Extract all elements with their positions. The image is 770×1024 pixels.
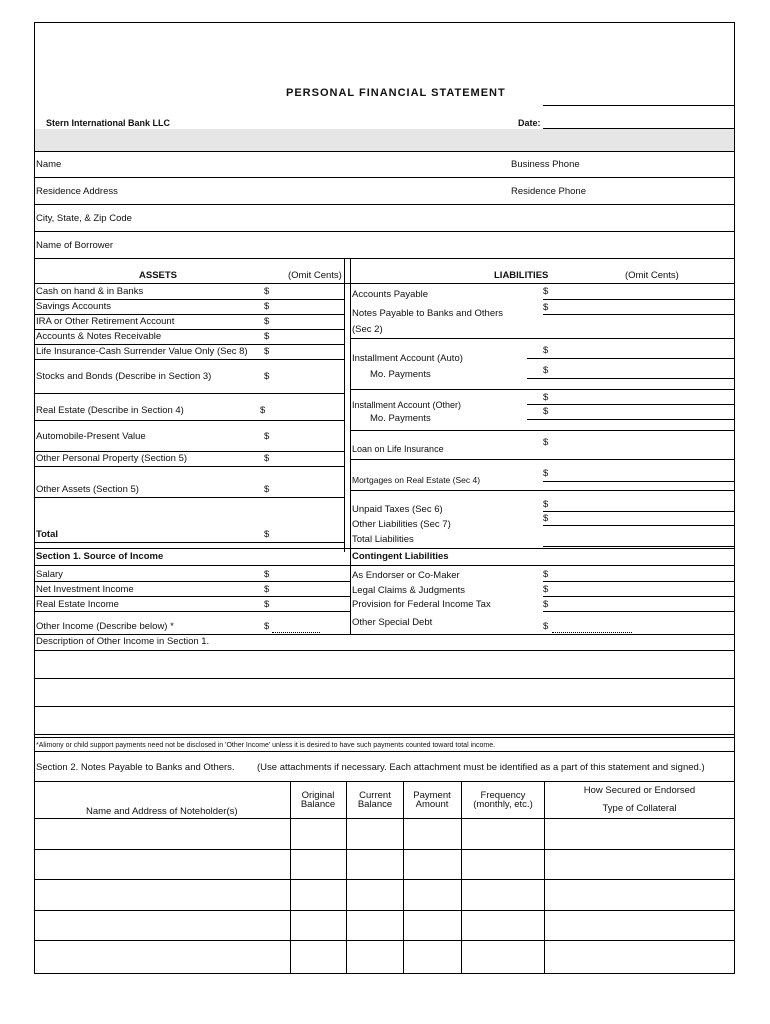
liabilities-total-label: Total Liabilities xyxy=(352,534,414,545)
dollar-sign: $ xyxy=(543,621,549,632)
col-current-2: Balance xyxy=(357,799,393,810)
income-label: Salary xyxy=(36,569,63,580)
col-frequency-2: (monthly, etc.) xyxy=(473,799,533,810)
table-col-divider xyxy=(346,781,347,973)
assets-omit-cents: (Omit Cents) xyxy=(288,270,342,281)
header-band xyxy=(35,129,734,152)
statement-form xyxy=(34,22,735,974)
contingent-heading: Contingent Liabilities xyxy=(352,551,449,562)
asset-field[interactable] xyxy=(35,420,344,421)
dollar-sign: $ xyxy=(264,484,270,495)
assets-total-label: Total xyxy=(36,529,58,540)
residence-address-label: Residence Address xyxy=(36,186,118,197)
description-top-rule xyxy=(35,634,735,635)
dollar-sign: $ xyxy=(543,584,549,595)
dollar-sign: $ xyxy=(264,346,270,357)
dollar-sign: $ xyxy=(543,406,549,417)
dollar-sign: $ xyxy=(543,499,549,510)
other-liabilities-field[interactable] xyxy=(543,525,735,526)
asset-label: Other Assets (Section 5) xyxy=(36,484,139,495)
liability-label: Other Liabilities (Sec 7) xyxy=(352,519,451,530)
section1-divider xyxy=(350,548,351,634)
federal-tax-field[interactable] xyxy=(543,611,735,612)
business-phone-label: Business Phone xyxy=(511,159,580,170)
section2-header-top xyxy=(35,781,735,782)
col-payment-2: Amount xyxy=(415,799,449,810)
asset-label: Automobile-Present Value xyxy=(36,431,146,442)
section1-heading: Section 1. Source of Income xyxy=(36,551,164,562)
asset-label: Accounts & Notes Receivable xyxy=(36,331,162,342)
contingent-label: Provision for Federal Income Tax xyxy=(352,599,491,610)
liabilities-heading: LIABILITIES xyxy=(494,270,549,281)
asset-label: IRA or Other Retirement Account xyxy=(36,316,175,327)
col-current-1: Current xyxy=(359,790,391,801)
special-debt-field[interactable] xyxy=(552,632,632,633)
accounts-payable-field[interactable] xyxy=(543,299,735,300)
mortgages-rule xyxy=(350,490,734,491)
section1-header-rule xyxy=(35,565,735,566)
description-double-rule xyxy=(35,737,735,738)
col-secured-1: How Secured or Endorsed xyxy=(583,785,696,796)
assets-divider xyxy=(344,258,345,552)
asset-label: Real Estate (Describe in Section 4) xyxy=(36,405,184,416)
asset-field[interactable] xyxy=(35,329,344,330)
liabilities-total-field[interactable] xyxy=(543,546,735,547)
table-row[interactable] xyxy=(35,849,735,850)
dollar-sign: $ xyxy=(264,316,270,327)
dollar-sign: $ xyxy=(543,468,549,479)
table-col-divider xyxy=(461,781,462,973)
asset-field[interactable] xyxy=(35,299,344,300)
name-field[interactable] xyxy=(35,177,735,178)
dollar-sign: $ xyxy=(264,453,270,464)
asset-field[interactable] xyxy=(35,359,344,360)
contingent-label: Other Special Debt xyxy=(352,617,433,628)
loan-life-field[interactable] xyxy=(350,459,734,460)
asset-field[interactable] xyxy=(35,451,344,452)
date-top-line xyxy=(543,105,735,106)
assets-header-rule xyxy=(35,283,735,284)
dollar-sign: $ xyxy=(264,301,270,312)
other-income-field[interactable] xyxy=(272,632,320,633)
asset-field[interactable] xyxy=(35,344,344,345)
legal-claims-field[interactable] xyxy=(543,596,735,597)
table-row[interactable] xyxy=(35,910,735,911)
col-original-2: Balance xyxy=(300,799,336,810)
liability-label: Loan on Life Insurance xyxy=(352,444,444,454)
section1-top-rule xyxy=(35,548,735,549)
dollar-sign: $ xyxy=(264,431,270,442)
dollar-sign: $ xyxy=(543,437,549,448)
dollar-sign: $ xyxy=(543,513,549,524)
table-col-divider xyxy=(544,781,545,973)
installment-other-field[interactable] xyxy=(527,404,735,405)
asset-label: Stocks and Bonds (Describe in Section 3) xyxy=(36,371,212,382)
unpaid-taxes-field[interactable] xyxy=(543,511,735,512)
dollar-sign: $ xyxy=(543,599,549,610)
income-label: Other Income (Describe below) * xyxy=(36,621,174,632)
dollar-sign: $ xyxy=(543,345,549,356)
asset-field[interactable] xyxy=(35,314,344,315)
table-row[interactable] xyxy=(35,879,735,880)
contingent-label: As Endorser or Co-Maker xyxy=(352,570,460,581)
col-frequency-1: Frequency xyxy=(480,790,526,801)
col-payment-1: Payment xyxy=(413,790,451,801)
table-row[interactable] xyxy=(35,940,735,941)
asset-field[interactable] xyxy=(35,393,344,394)
mo-payments-other-field[interactable] xyxy=(527,419,735,420)
notes-payable-field[interactable] xyxy=(543,314,735,315)
bank-name: Stern International Bank LLC xyxy=(46,118,171,128)
notes-payable-rule xyxy=(350,338,734,339)
liability-label: Installment Account (Auto) xyxy=(352,353,463,364)
date-label: Date: xyxy=(518,118,541,128)
city-state-zip-label: City, State, & Zip Code xyxy=(36,213,132,224)
liability-label: Notes Payable to Banks and Others xyxy=(352,308,504,319)
col-original-1: Original xyxy=(301,790,335,801)
dollar-sign: $ xyxy=(264,529,270,540)
dollar-sign: $ xyxy=(264,331,270,342)
dollar-sign: $ xyxy=(264,371,270,382)
salary-field[interactable] xyxy=(35,581,350,582)
assets-heading: ASSETS xyxy=(139,270,178,281)
residence-address-field[interactable] xyxy=(35,204,735,205)
liability-label: Installment Account (Other) xyxy=(352,400,462,410)
liability-label: Mo. Payments xyxy=(370,369,431,380)
mo-payments-auto-field[interactable] xyxy=(527,378,735,379)
liability-label: Mortgages on Real Estate (Sec 4) xyxy=(352,475,481,485)
dollar-sign: $ xyxy=(543,286,549,297)
description-line-1[interactable] xyxy=(35,650,735,651)
installment-auto-field[interactable] xyxy=(527,358,735,359)
borrower-label: Name of Borrower xyxy=(36,240,114,251)
description-line-2[interactable] xyxy=(35,678,735,679)
col-secured-2: Type of Collateral xyxy=(602,803,677,814)
footnote-rule xyxy=(35,751,735,752)
liability-label: Mo. Payments xyxy=(370,413,431,424)
liabilities-divider xyxy=(350,258,351,552)
page-title: PERSONAL FINANCIAL STATEMENT xyxy=(286,87,506,99)
description-line-4[interactable] xyxy=(35,734,735,735)
description-line-3[interactable] xyxy=(35,706,735,707)
dollar-sign: $ xyxy=(260,405,266,416)
asset-label: Savings Accounts xyxy=(36,301,111,312)
endorser-field[interactable] xyxy=(543,581,735,582)
liability-label: Accounts Payable xyxy=(352,289,429,300)
col-noteholder: Name and Address of Noteholder(s) xyxy=(86,806,238,817)
asset-label: Cash on hand & in Banks xyxy=(36,286,144,297)
income-label: Net Investment Income xyxy=(36,584,134,595)
real-estate-income-field[interactable] xyxy=(35,611,350,612)
dollar-sign: $ xyxy=(543,302,549,313)
borrower-field[interactable] xyxy=(35,258,735,259)
description-label: Description of Other Income in Section 1. xyxy=(36,636,210,647)
dollar-sign: $ xyxy=(264,621,270,632)
residence-phone-label: Residence Phone xyxy=(511,186,586,197)
dollar-sign: $ xyxy=(264,584,270,595)
liabilities-omit-cents: (Omit Cents) xyxy=(625,270,679,281)
dollar-sign: $ xyxy=(264,286,270,297)
asset-field[interactable] xyxy=(35,466,344,467)
installment-auto-rule xyxy=(350,389,734,390)
asset-label: Other Personal Property (Section 5) xyxy=(36,453,188,464)
table-col-divider xyxy=(403,781,404,973)
liability-label: Unpaid Taxes (Sec 6) xyxy=(352,504,443,515)
assets-total-field[interactable] xyxy=(35,542,344,543)
name-label: Name xyxy=(36,159,62,170)
city-state-zip-field[interactable] xyxy=(35,231,735,232)
mortgages-field[interactable] xyxy=(543,481,735,482)
income-label: Real Estate Income xyxy=(36,599,119,610)
dollar-sign: $ xyxy=(543,392,549,403)
section2-title: Section 2. Notes Payable to Banks and Others. xyxy=(36,762,235,773)
dollar-sign: $ xyxy=(264,569,270,580)
dollar-sign: $ xyxy=(543,569,549,580)
net-investment-field[interactable] xyxy=(35,596,350,597)
dollar-sign: $ xyxy=(264,599,270,610)
footnote: *Alimony or child support payments need not be disclosed in 'Other Income' unless it is desired to have such payments counted toward total income. xyxy=(36,742,496,749)
dollar-sign: $ xyxy=(543,365,549,376)
liability-label: (Sec 2) xyxy=(352,324,383,335)
table-col-divider xyxy=(290,781,291,973)
asset-label: Life Insurance-Cash Surrender Value Only (Sec 8) xyxy=(36,346,248,357)
installment-other-rule xyxy=(350,430,734,431)
contingent-label: Legal Claims & Judgments xyxy=(352,585,465,596)
section2-note: (Use attachments if necessary. Each attachment must be identified as a part of this statement and signed.) xyxy=(257,762,705,773)
table-header-rule xyxy=(35,818,735,819)
asset-field[interactable] xyxy=(35,497,344,498)
